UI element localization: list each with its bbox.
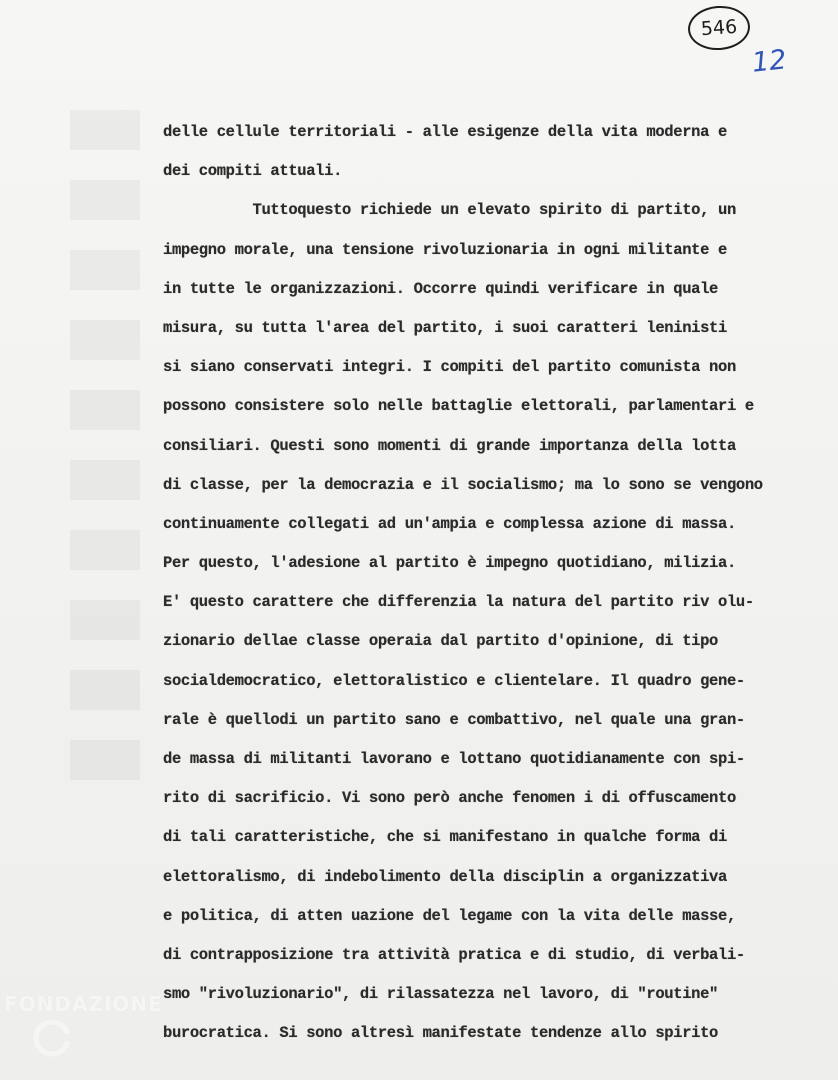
text-line: socialdemocratico, elettoralistico e clientelare. Il quadro gene- <box>163 671 745 690</box>
archive-number-stamp: 546 <box>687 4 752 52</box>
text-line: elettoralismo, di indebolimento della disciplin a organizzativa <box>163 867 727 886</box>
text-line: Per questo, l'adesione al partito è impegno quotidiano, milizia. <box>163 554 736 573</box>
text-line: continuamente collegati ad un'ampia e complessa azione di massa. <box>163 514 736 533</box>
text-line: E' questo carattere che differenzia la natura del partito riv olu- <box>163 593 754 612</box>
text-line: di contrapposizione tra attività pratica e di studio, di verbali- <box>163 945 745 964</box>
archive-watermark <box>4 992 163 1062</box>
text-line: rito di sacrificio. Vi sono però anche fenomen i di offuscamento <box>163 789 736 808</box>
text-line: zionario dellae classe operaia dal partito d'opinione, di tipo <box>163 632 718 651</box>
text-line: di tali caratteristiche, che si manifestano in qualche forma di <box>163 828 727 847</box>
text-line: possono consistere solo nelle battaglie elettorali, parlamentari e <box>163 397 754 416</box>
text-line: di classe, per la democrazia e il socialismo; ma lo sono se vengono <box>163 475 763 494</box>
typed-text-block <box>163 113 823 1054</box>
text-line: dei compiti attuali. <box>163 162 343 181</box>
text-line: e politica, di atten uazione del legame con la vita delle masse, <box>163 906 736 925</box>
watermark-logo-icon <box>32 1018 72 1058</box>
text-line: Tuttoquesto richiede un elevato spirito di partito, un <box>163 201 736 220</box>
text-line: de massa di militanti lavorano e lottano quotidianamente con spi- <box>163 750 745 768</box>
text-line: smo "rivoluzionario", di rilassatezza nel lavoro, di "routine" <box>163 985 718 1004</box>
text-line: burocratica. Si sono altresì manifestate tendenze allo spirito <box>163 1024 718 1043</box>
text-line: rale è quellodi un partito sano e combattivo, nel quale una gran- <box>163 710 745 729</box>
watermark-text: FONDAZIONE <box>4 992 163 1016</box>
text-line: in tutte le organizzazioni. Occorre quindi verificare in quale <box>163 279 718 298</box>
text-line: misura, su tutta l'area del partito, i suoi caratteri leninisti <box>163 318 727 337</box>
page-number: 12 <box>750 44 788 79</box>
text-line: delle cellule territoriali - alle esigenze della vita moderna e <box>163 123 727 141</box>
text-line: si siano conservati integri. I compiti del partito comunista non <box>163 358 736 377</box>
text-line: impegno morale, una tensione rivoluzionaria in ogni militante e <box>163 240 727 259</box>
text-line: consiliari. Questi sono momenti di grande importanza della lotta <box>163 436 736 455</box>
bleed-through-shadow <box>70 110 140 810</box>
